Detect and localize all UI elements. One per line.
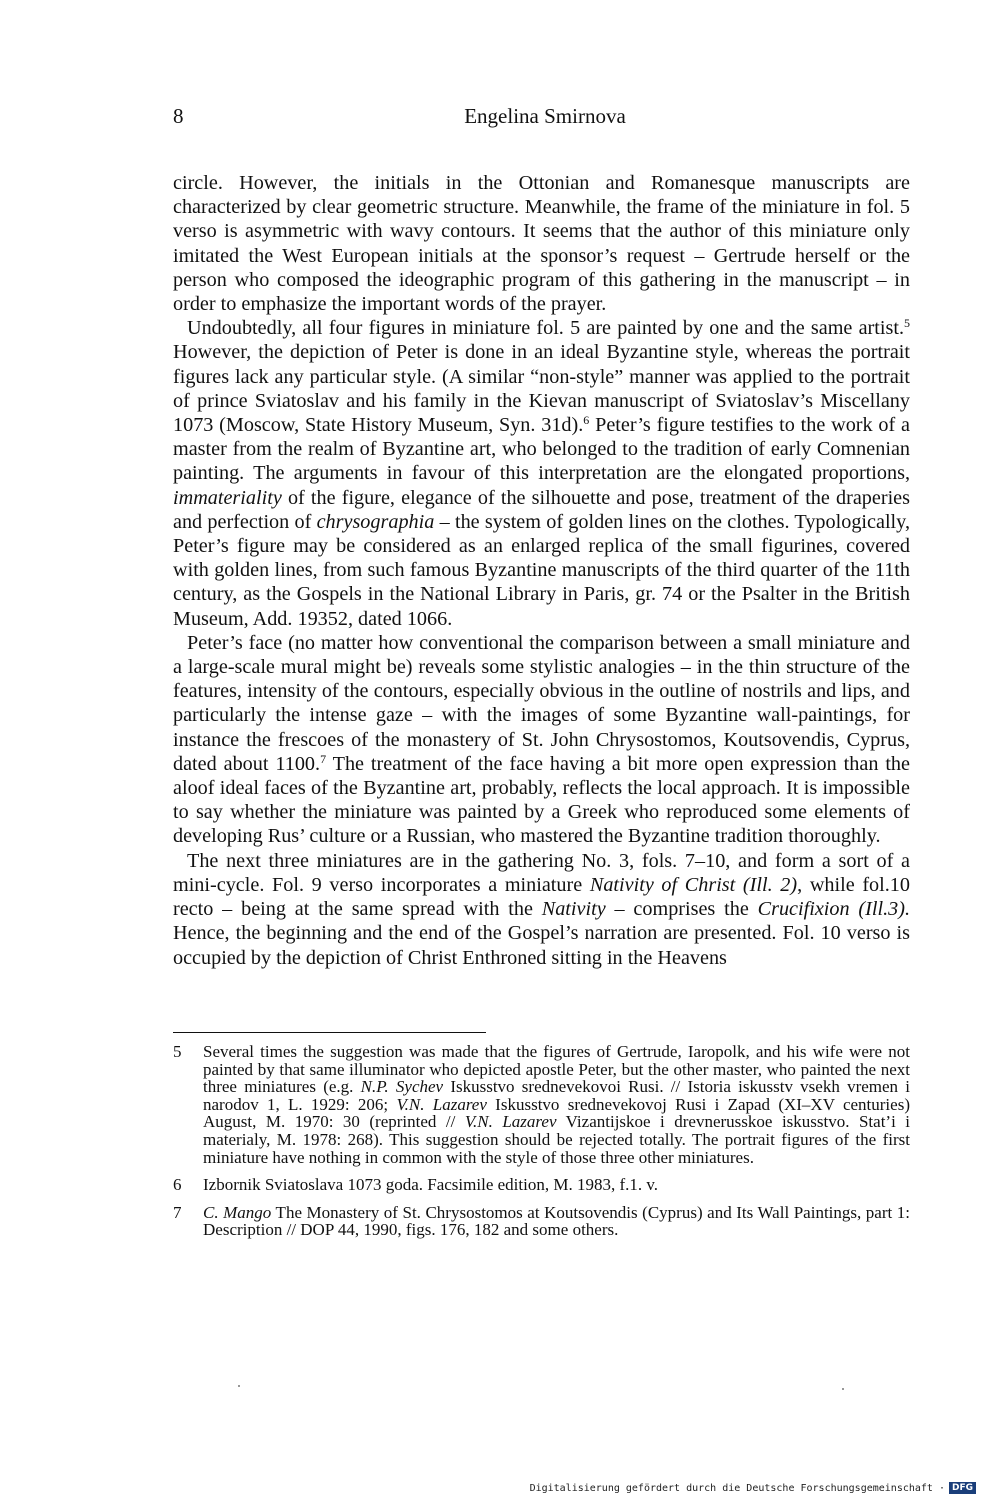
footnote-ref-6[interactable]: 6 — [583, 413, 590, 428]
footnote-5 — [173, 1043, 910, 1166]
footnotes — [173, 1043, 910, 1249]
running-title: Engelina Smirnova — [464, 104, 626, 128]
footnote-ref-5[interactable]: 5 — [904, 316, 910, 331]
paragraph-3: Peter’s face (no matter how conventional the comparison between a small miniature and a large-scale mural might be) reveals some stylistic analogies – in the thin structure of the features, intensity of the contours, especially obvious in the outline of nostrils and lips, and particularly the intense gaze – with the images of some Byzantine wall-paintings, for instance the frescoes of the monastery of St. John Chrysostomos, Koutsovendis, Cyprus, dated about 1100.$^7$ The treatment of the face having a bit more open expression than the aloof ideal faces of the Byzantine art, probably, reflects the local approach. It is impossible to say whether the miniature was painted by a Greek who reproduced some elements of developing Rus’ culture or a Russian, who mastered the Byzantine tradition thoroughly. — [173, 631, 910, 848]
footnote-number: 6 — [173, 1175, 182, 1195]
paragraph-1: circle. However, the initials in the Ottonian and Romanesque manuscripts are characterized by clear geometric structure. Meanwhile, the frame of the miniature in fol. 5 verso is asymmetric with wavy contours. It seems that the author of this miniature only imitated the West European initials at the sponsor’s request – Gertrude herself or the person who composed the ideographic program of this gathering in the manuscript – in order to emphasize the important words of the prayer. — [173, 172, 910, 316]
credit-text: Digitalisierung gefördert durch die Deutsche Forschungsgemeinschaft · — [529, 1482, 945, 1494]
body-text — [173, 171, 910, 970]
footnote-7 — [173, 1204, 910, 1239]
footnote-rule — [173, 1032, 486, 1033]
digitization-credit — [530, 1482, 976, 1494]
footnote-ref-7[interactable]: 7 — [320, 751, 327, 766]
footnote-6 — [173, 1176, 910, 1194]
footnote-text: Several times the suggestion was made that the figures of Gertrude, Iaropolk, and his wife were not painted by that same illuminator who depicted apostle Peter, but the other master, who painted the next three miniatures (e.g. N.P. Sychev Iskusstvo srednevekovoi Rusi. // Istoria iskusstv vsekh vremen i narodov 1, L. 1929: 206; V.N. Lazarev Iskusstvo srednevekovoj Rusi i Zapad (XI–XV centuries) August, M. 1970: 30 (reprinted // V.N. Lazarev Vizantijskoe i drevnerusskoe iskusstvo. Stat’i i materialy, M. 1978: 268). This suggestion should be rejected totally. The portrait figures of the first miniature have nothing in common with the style of those three other miniatures. — [203, 1042, 911, 1167]
footnote-text: Izbornik Sviatoslava 1073 goda. Facsimile edition, M. 1983, f.1. v. — [203, 1175, 658, 1195]
scan-speck — [238, 1385, 240, 1387]
page-number: 8 — [173, 104, 184, 128]
paragraph-2: Undoubtedly, all four figures in miniature fol. 5 are painted by one and the same artist.$^5$ However, the depiction of Peter is done in an ideal Byzantine style, whereas the portrait figures lack any particular style. (A similar “non-style” manner was applied to the portrait of prince Sviatoslav and his family in the Kievan manuscript of Sviatoslav’s Miscellany 1073 (Moscow, State History Museum, Syn. 31d).$^6$ Peter’s figure testifies to the work of a master from the realm of Byzantine art, who belonged to the tradition of early Comnenian painting. The arguments in favour of this interpretation are the elongated proportions, immateriality of the figure, elegance of the silhouette and pose, treatment of the draperies and perfection of chrysographia – the system of golden lines on the clothes. Typologically, Peter’s figure may be considered as an enlarged replica of the small figurines, covered with golden lines, from such famous Byzantine manuscripts of the third quarter of the 11th century, as the Gospels in the National Library in Paris, gr. 74 or the Psalter in the British Museum, Add. 19352, dated 1066. — [173, 316, 910, 630]
footnote-text: C. Mango The Monastery of St. Chrysostomos at Koutsovendis (Cyprus) and Its Wall Paintings, part 1: Description // DOP 44, 1990, figs. 176, 182 and some others. — [203, 1202, 911, 1240]
dfg-logo: DFG — [949, 1482, 976, 1494]
footnote-number: 7 — [173, 1202, 182, 1222]
scan-speck — [842, 1388, 844, 1390]
footnote-number: 5 — [173, 1042, 182, 1061]
paragraph-4: The next three miniatures are in the gathering No. 3, fols. 7–10, and form a sort of a mini-cycle. Fol. 9 verso incorporates a miniature Nativity of Christ (Ill. 2), while fol.10 recto – being at the same spread with the Nativity – comprises the Crucifixion (Ill.3). Hence, the beginning and the end of the Gospel’s narration are presented. Fol. 10 verso is occupied by the depiction of Christ Enthroned sitting in the Heavens — [173, 849, 910, 969]
